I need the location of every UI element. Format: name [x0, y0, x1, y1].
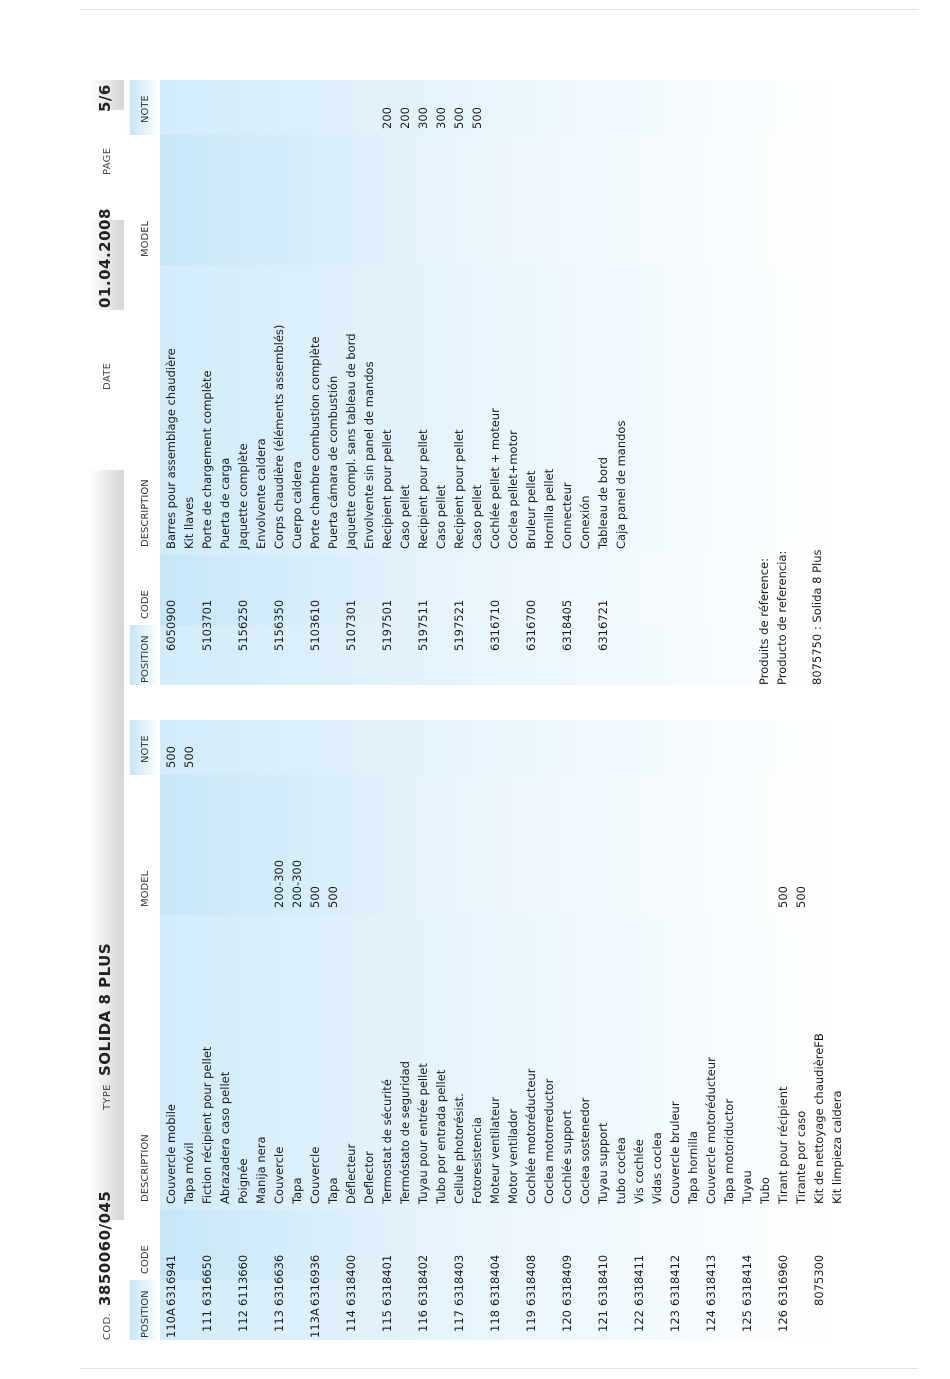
description-cell: Kit llaves [182, 496, 196, 549]
table-row [558, 720, 576, 1340]
table-row [432, 80, 450, 685]
code-cell: 6318412 [668, 1254, 682, 1306]
code-cell: 6318414 [740, 1254, 754, 1306]
description-cell: Termóstato de seguridad [398, 1061, 412, 1204]
description-cell: Tapa motoriductor [722, 1098, 736, 1204]
code-cell: 6316721 [596, 599, 610, 651]
description-cell: Porte de chargement complète [200, 370, 214, 549]
reference-product: 8075750 : Solida 8 Plus [810, 549, 824, 685]
position-header: POSITION [140, 635, 151, 683]
position-cell: 120 [560, 1310, 574, 1332]
description-cell: Caja panel de mandos [614, 420, 628, 549]
code-cell: 6318411 [632, 1254, 646, 1306]
table-row [342, 80, 360, 685]
table-row [612, 80, 630, 685]
table-row [486, 80, 504, 685]
note-cell: 500 [164, 746, 178, 768]
description-cell: Fiction récipient pour pellet [200, 1046, 214, 1204]
table-row [828, 720, 846, 1340]
table-row [648, 720, 666, 1340]
position-column-head [130, 1280, 160, 1340]
table-row [342, 720, 360, 1340]
table-row [198, 80, 216, 685]
table-row [522, 80, 540, 685]
position-column-head [130, 625, 160, 685]
table-row [432, 720, 450, 1340]
description-cell: Coclea motorreductor [542, 1078, 556, 1204]
table-row [810, 720, 828, 1340]
position-cell: 113 [272, 1310, 286, 1332]
description-cell: Cochlée motoréducteur [524, 1068, 538, 1204]
description-cell: Kit de nettoyage chaudièreFB [812, 1033, 826, 1204]
table-row [684, 720, 702, 1340]
description-cell: tubo coclea [614, 1137, 628, 1204]
table-row [468, 80, 486, 685]
code-cell: 6316960 [776, 1254, 790, 1306]
table-row [162, 80, 180, 685]
model-cell: 500 [452, 107, 466, 129]
table-row [702, 720, 720, 1340]
code-cell: 6318400 [344, 1254, 358, 1306]
table-row [360, 80, 378, 685]
description-cell: Coclea pellet+motor [506, 430, 520, 549]
code-cell: 5197521 [452, 599, 466, 651]
table-row [216, 720, 234, 1340]
table-row [720, 720, 738, 1340]
description-cell: Tapa hornilla [686, 1131, 700, 1204]
table-row [558, 80, 576, 685]
model-cell: 200 [380, 107, 394, 129]
description-cell: Barres pour assemblage chaudière [164, 348, 178, 549]
description-cell: Connecteur [560, 482, 574, 549]
table-row [450, 80, 468, 685]
description-cell: Caso pellet [398, 484, 412, 549]
table-row [270, 720, 288, 1340]
description-cell: Deflector [362, 1151, 376, 1204]
table-row [270, 80, 288, 685]
description-cell: Kit limpieza caldera [830, 1090, 844, 1204]
page-label: PAGE [102, 147, 113, 175]
description-header: DESCRIPTION [140, 479, 151, 547]
model-column-head [130, 870, 160, 915]
date-label: DATE [102, 362, 113, 390]
code-cell: 5103701 [200, 599, 214, 651]
code-cell: 6318409 [560, 1254, 574, 1306]
position-cell: 114 [344, 1310, 358, 1332]
table-row [252, 80, 270, 685]
code-cell: 6318410 [596, 1254, 610, 1306]
table-row [792, 720, 810, 1340]
description-cell: Puerta de carga [218, 457, 232, 549]
code-cell: 5156250 [236, 599, 250, 651]
model-column-head [130, 220, 160, 265]
code-cell: 5107301 [344, 599, 358, 651]
top-rule [80, 9, 918, 10]
description-cell: Tuyau pour entrée pellet [416, 1063, 430, 1204]
code-cell: 5156350 [272, 599, 286, 651]
description-cell: Couvercle mobile [164, 1104, 178, 1204]
table-row [252, 720, 270, 1340]
table-row [522, 720, 540, 1340]
table-row [576, 80, 594, 685]
description-column-head [130, 479, 160, 555]
description-cell: Poignée [236, 1158, 250, 1204]
code-cell: 6316710 [488, 599, 502, 651]
description-cell: Abrazadera caso pellet [218, 1071, 232, 1204]
table-row [756, 720, 774, 1340]
description-cell: Envolvente sin panel de mandos [362, 361, 376, 549]
table-row [324, 80, 342, 685]
table-row [396, 80, 414, 685]
reference-label-fr: Produits de réference: [757, 558, 771, 685]
table-row [378, 720, 396, 1340]
table-row [396, 720, 414, 1340]
type-label: TYPE [102, 1084, 113, 1110]
code-cell: 6318413 [704, 1254, 718, 1306]
code-cell: 6113660 [236, 1254, 250, 1306]
description-cell: Fotoresistencia [470, 1117, 484, 1204]
description-cell: Corps chaudière (éléments assemblés) [272, 324, 286, 549]
model-cell: 500 [470, 107, 484, 129]
model-cell: 500 [308, 886, 322, 908]
description-cell: Tubo por entrada pellet [434, 1069, 448, 1204]
table-row [306, 720, 324, 1340]
code-cell: 5197511 [416, 599, 430, 651]
position-cell: 115 [380, 1310, 394, 1332]
model-cell: 500 [794, 886, 808, 908]
model-cell: 200-300 [290, 859, 304, 908]
code-cell: 6318401 [380, 1254, 394, 1306]
table-row [414, 720, 432, 1340]
description-cell: Jaquette complète [236, 443, 250, 549]
table-row [738, 720, 756, 1340]
note-column-head [130, 80, 160, 135]
description-cell: Tirante por caso [794, 1110, 808, 1204]
table-row [288, 720, 306, 1340]
code-cell: 6316650 [200, 1254, 214, 1306]
description-cell: Recipient pour pellet [416, 429, 430, 549]
table-row [540, 720, 558, 1340]
model-header: MODEL [140, 870, 151, 907]
description-cell: Bruleur pellet [524, 470, 538, 549]
table-row [360, 720, 378, 1340]
position-cell: 124 [704, 1310, 718, 1332]
description-cell: Recipient pour pellet [452, 429, 466, 549]
note-cell: 500 [182, 746, 196, 768]
table-row [594, 720, 612, 1340]
model-header: MODEL [140, 220, 151, 257]
type-value: SOLIDA 8 PLUS [96, 942, 114, 1076]
table-row [324, 720, 342, 1340]
code-cell: 6318402 [416, 1254, 430, 1306]
description-cell: Couvercle bruleur [668, 1101, 682, 1204]
table-row [180, 80, 198, 685]
bottom-rule [80, 1368, 918, 1369]
parts-table-right [130, 80, 843, 685]
table-row [180, 720, 198, 1340]
note-header: NOTE [140, 735, 151, 763]
description-cell: Puerta cámara de combustión [326, 375, 340, 549]
position-cell: 112 [236, 1310, 250, 1332]
description-cell: Couvercle [272, 1146, 286, 1204]
table-row [612, 720, 630, 1340]
description-cell: Tirant pour récipient [776, 1086, 790, 1204]
description-cell: Jaquette compl. sans tableau de bord [344, 333, 358, 549]
model-cell: 200 [398, 107, 412, 129]
code-cell: 6318405 [560, 599, 574, 651]
model-cell: 500 [326, 886, 340, 908]
position-cell: 113A [308, 1308, 322, 1338]
table-row [234, 720, 252, 1340]
description-cell: Couvercle motoréducteur [704, 1057, 718, 1204]
table-row [666, 720, 684, 1340]
description-cell: Tubo [758, 1177, 772, 1204]
description-cell: Manija nera [254, 1136, 268, 1204]
cod-value: 3850060/045 [96, 1190, 114, 1306]
description-cell: Coclea sostenedor [578, 1097, 592, 1204]
table-row [162, 720, 180, 1340]
page-header [90, 80, 124, 1340]
code-column-head [130, 590, 160, 625]
code-cell: 6316941 [164, 1254, 178, 1306]
description-cell: Motor ventilador [506, 1108, 520, 1204]
table-row [306, 80, 324, 685]
code-cell: 6316636 [272, 1254, 286, 1306]
position-cell: 126 [776, 1310, 790, 1332]
position-cell: 125 [740, 1310, 754, 1332]
position-cell: 111 [200, 1310, 214, 1332]
position-cell: 110A [164, 1308, 178, 1338]
position-cell: 121 [596, 1310, 610, 1332]
table-row [504, 720, 522, 1340]
model-cell: 300 [416, 107, 430, 129]
position-cell: 116 [416, 1310, 430, 1332]
code-cell: 5197501 [380, 599, 394, 651]
code-header: CODE [140, 590, 151, 619]
spare-parts-page [90, 80, 870, 1340]
page-value: 5/6 [96, 84, 114, 112]
description-cell: Déflecteur [344, 1143, 358, 1204]
position-header: POSITION [140, 1290, 151, 1338]
description-cell: Tableau de bord [596, 457, 610, 549]
description-cell: Tuyau [740, 1170, 754, 1204]
table-row [198, 720, 216, 1340]
code-cell: 6316700 [524, 599, 538, 651]
cod-label: COD. [102, 1313, 113, 1340]
table-row [774, 720, 792, 1340]
description-cell: Tuyau support [596, 1122, 610, 1204]
code-cell: 6050900 [164, 599, 178, 651]
reference-label-es: Producto de referencia: [775, 550, 789, 685]
table-row [486, 720, 504, 1340]
description-cell: Termostat de sécurité [380, 1079, 394, 1204]
table-row [414, 80, 432, 685]
description-cell: Cellule photorésist. [452, 1093, 466, 1204]
description-cell: Cochlée support [560, 1110, 574, 1204]
description-cell: Couvercle [308, 1146, 322, 1204]
position-cell: 117 [452, 1310, 466, 1332]
code-cell: 6318404 [488, 1254, 502, 1306]
table-row [540, 80, 558, 685]
parts-table-right-body [160, 80, 843, 685]
table-row [594, 80, 612, 685]
position-cell: 122 [632, 1310, 646, 1332]
code-column-head [130, 1245, 160, 1280]
description-cell: Caso pellet [434, 484, 448, 549]
model-cell: 300 [434, 107, 448, 129]
description-cell: Hornilla pellet [542, 468, 556, 549]
position-cell: 119 [524, 1310, 538, 1332]
model-cell: 500 [776, 886, 790, 908]
code-cell: 6318403 [452, 1254, 466, 1306]
code-cell: 8075300 [812, 1254, 826, 1306]
description-cell: Tapa [290, 1177, 304, 1204]
date-value: 01.04.2008 [96, 208, 114, 308]
description-cell: Cuerpo caldera [290, 461, 304, 549]
description-column-head [130, 1134, 160, 1210]
table-row [288, 80, 306, 685]
description-cell: Vidas coclea [650, 1132, 664, 1204]
description-cell: Porte chambre combustion complète [308, 336, 322, 549]
note-column-head [130, 720, 160, 775]
parts-table-left-body [160, 720, 843, 1340]
description-header: DESCRIPTION [140, 1134, 151, 1202]
code-cell: 5103610 [308, 599, 322, 651]
position-cell: 118 [488, 1310, 502, 1332]
description-cell: Cochlée pellet + moteur [488, 408, 502, 549]
description-cell: Caso pellet [470, 484, 484, 549]
table-row [468, 720, 486, 1340]
model-cell: 200-300 [272, 859, 286, 908]
code-cell: 6316936 [308, 1254, 322, 1306]
table-row [504, 80, 522, 685]
table-row [576, 720, 594, 1340]
description-cell: Envolvente caldera [254, 438, 268, 549]
table-row [450, 720, 468, 1340]
description-cell: Tapa [326, 1177, 340, 1204]
position-cell: 123 [668, 1310, 682, 1332]
parts-table-left [130, 720, 843, 1340]
table-row [378, 80, 396, 685]
code-header: CODE [140, 1245, 151, 1274]
table-row [234, 80, 252, 685]
description-cell: Vis cochlée [632, 1139, 646, 1204]
code-cell: 6318408 [524, 1254, 538, 1306]
description-cell: Conexión [578, 495, 592, 549]
description-cell: Recipient pour pellet [380, 429, 394, 549]
description-cell: Moteur ventilateur [488, 1097, 502, 1204]
description-cell: Tapa móvil [182, 1142, 196, 1204]
table-row [216, 80, 234, 685]
note-header: NOTE [140, 95, 151, 123]
table-row [630, 720, 648, 1340]
